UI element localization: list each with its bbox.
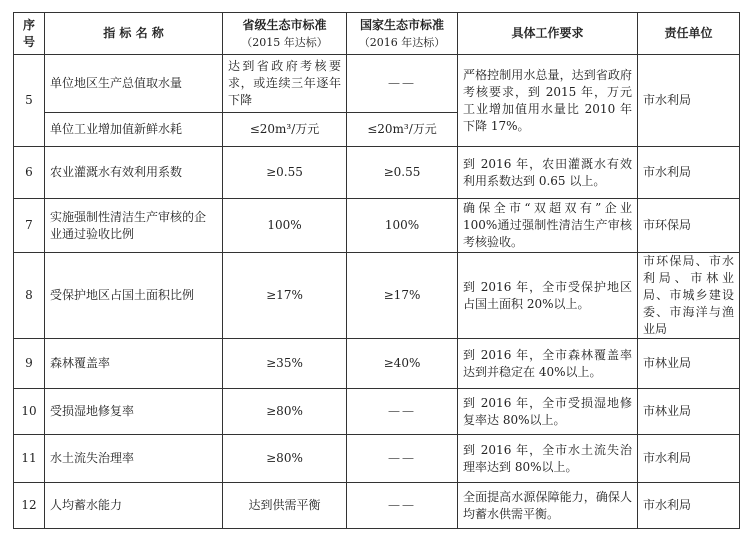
header-no: 序号	[14, 13, 45, 55]
cell-national: ——	[347, 483, 458, 529]
cell-requirement: 确保全市“双超双有”企业 100%通过强制性清洁生产审核考核验收。	[458, 199, 638, 253]
cell-unit: 市水利局	[638, 55, 740, 147]
cell-indicator: 人均蓄水能力	[45, 483, 223, 529]
header-requirement: 具体工作要求	[458, 13, 638, 55]
table-header-row	[14, 13, 740, 55]
cell-national: ——	[347, 435, 458, 483]
cell-provincial: 100%	[223, 199, 347, 253]
table-row	[14, 199, 740, 253]
cell-national: ——	[347, 389, 458, 435]
cell-requirement: 到 2016 年，全市森林覆盖率达到并稳定在 40%以上。	[458, 339, 638, 389]
cell-no: 5	[14, 55, 45, 147]
cell-indicator: 农业灌溉水有效利用系数	[45, 147, 223, 199]
header-national-title: 国家生态市标准	[359, 17, 444, 32]
cell-requirement: 到 2016 年，全市水土流失治理率达到 80%以上。	[458, 435, 638, 483]
cell-national: ≥0.55	[347, 147, 458, 199]
cell-national: ——	[347, 55, 458, 113]
cell-unit: 市环保局	[638, 199, 740, 253]
table-row	[14, 55, 740, 113]
cell-provincial: ≥80%	[223, 389, 347, 435]
cell-requirement: 全面提高水源保障能力，确保人均蓄水供需平衡。	[458, 483, 638, 529]
cell-no: 12	[14, 483, 45, 529]
cell-provincial: ≥80%	[223, 435, 347, 483]
cell-no: 6	[14, 147, 45, 199]
cell-provincial: ≤20m³/万元	[223, 113, 347, 147]
cell-provincial: ≥0.55	[223, 147, 347, 199]
header-indicator: 指 标 名 称	[45, 13, 223, 55]
cell-national: 100%	[347, 199, 458, 253]
cell-indicator: 森林覆盖率	[45, 339, 223, 389]
cell-no: 11	[14, 435, 45, 483]
table-row	[14, 483, 740, 529]
table-row	[14, 435, 740, 483]
cell-unit: 市林业局	[638, 339, 740, 389]
table-row	[14, 389, 740, 435]
cell-no: 8	[14, 253, 45, 339]
cell-unit: 市水利局	[638, 483, 740, 529]
table-row	[14, 253, 740, 339]
header-provincial	[223, 13, 347, 55]
header-provincial-sub: （2015 年达标）	[241, 35, 328, 49]
cell-national: ≥17%	[347, 253, 458, 339]
cell-requirement: 到 2016 年，全市受损湿地修复率达 80%以上。	[458, 389, 638, 435]
cell-indicator: 实施强制性清洁生产审核的企业通过验收比例	[45, 199, 223, 253]
cell-requirement: 严格控制用水总量，达到省政府考核要求，到 2015 年，万元工业增加值用水量比 2010 年下降 17%。	[458, 55, 638, 147]
cell-requirement: 到 2016 年，全市受保护地区占国土面积 20%以上。	[458, 253, 638, 339]
cell-unit: 市环保局、市水利局、市林业局、市城乡建设委、市海洋与渔业局	[638, 253, 740, 339]
table-row	[14, 147, 740, 199]
indicator-table	[13, 12, 740, 529]
table-row	[14, 339, 740, 389]
cell-provincial: ≥35%	[223, 339, 347, 389]
cell-provincial: ≥17%	[223, 253, 347, 339]
cell-provincial: 达到省政府考核要求，或连续三年逐年下降	[223, 55, 347, 113]
header-unit: 责任单位	[638, 13, 740, 55]
cell-requirement: 到 2016 年，农田灌溉水有效利用系数达到 0.65 以上。	[458, 147, 638, 199]
cell-unit: 市水利局	[638, 147, 740, 199]
cell-no: 10	[14, 389, 45, 435]
cell-indicator: 单位工业增加值新鲜水耗	[45, 113, 223, 147]
header-provincial-title: 省级生态市标准	[242, 17, 327, 32]
cell-indicator: 受保护地区占国土面积比例	[45, 253, 223, 339]
cell-unit: 市水利局	[638, 435, 740, 483]
cell-national: ≥40%	[347, 339, 458, 389]
cell-provincial: 达到供需平衡	[223, 483, 347, 529]
cell-unit: 市林业局	[638, 389, 740, 435]
cell-indicator: 水土流失治理率	[45, 435, 223, 483]
cell-no: 7	[14, 199, 45, 253]
cell-no: 9	[14, 339, 45, 389]
header-national-sub: （2016 年达标）	[358, 35, 446, 49]
cell-national: ≤20m³/万元	[347, 113, 458, 147]
cell-indicator: 单位地区生产总值取水量	[45, 55, 223, 113]
cell-indicator: 受损湿地修复率	[45, 389, 223, 435]
header-national	[347, 13, 458, 55]
